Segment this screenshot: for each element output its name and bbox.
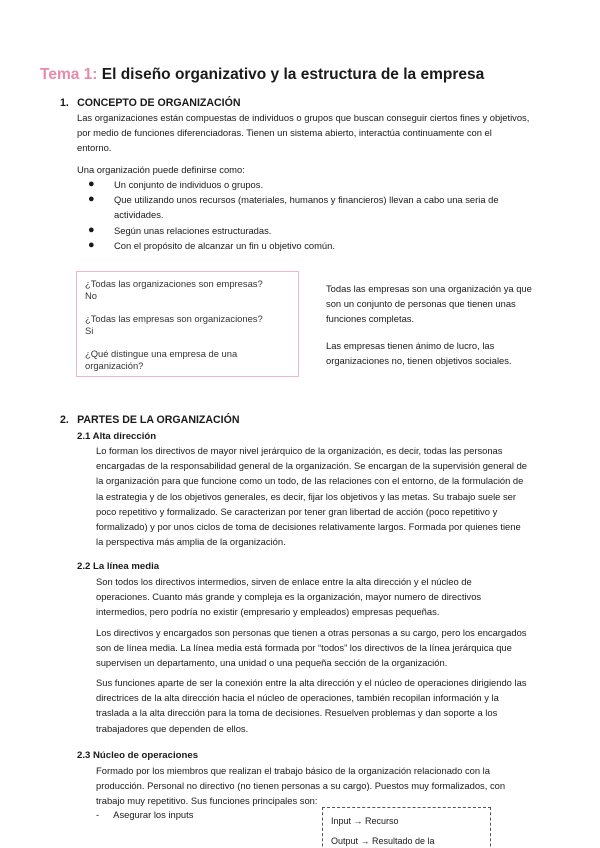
text-line: Son todos los directivos intermedios, sirven de enlace entre la alta dirección y el núcleo de [96, 576, 472, 587]
question-text: ¿Todas las empresas son organizaciones? [85, 313, 263, 324]
subsection-2-2-para-3 [96, 675, 566, 736]
text-line: Con el propósito de alcanzar un fin u objetivo común. [114, 239, 335, 251]
text-line: encargadas de la responsabilidad general de la organización. Se encargan de la supervisión general de [96, 460, 528, 472]
text-line: intermedios, pero podría no existir (empresario y empleados) empresas pequeñas. [96, 606, 440, 618]
subsection-2-3-text [96, 763, 566, 809]
list-item [84, 177, 564, 192]
question-3 [85, 348, 237, 373]
function-item-inputs: - Asegurar los inputs [96, 809, 194, 820]
text-line: son de línea media. La línea media está formada por “todos” los directivos de la línea jerárquica que [96, 642, 512, 654]
subsection-2-1-heading: 2.1 Alta dirección [77, 431, 157, 442]
definition-lead: Una organización puede definirse como: [77, 164, 245, 175]
answer-text: organización? [85, 360, 144, 372]
bullet-icon: ● [88, 223, 95, 236]
text-line: trabajo muy repetitivo. Sus funciones principales son: [96, 795, 318, 807]
subsection-2-2-heading: 2.2 La línea media [77, 561, 160, 572]
text-line: Formado por los miembros que realizan el trabajo básico de la organización relacionado con la [96, 765, 490, 776]
input-definition: Input → Recurso [331, 816, 399, 826]
page-title [40, 66, 484, 84]
text-line: operaciones. Cuanto más grande y compleja es la organización, mayor numero de directivos [96, 591, 482, 603]
text-line: Lo forman los directivos de mayor nivel jerárquico de la organización, es decir, todas las personas [96, 445, 503, 456]
text-line: directrices de la alta dirección hacia el núcleo de operaciones, también recopilan información y la [96, 692, 499, 704]
list-item [84, 238, 564, 253]
title-prefix: Tema 1: [40, 66, 98, 83]
text-line: supervisen un departamento, una unidad o una pequeña sección de la organización. [96, 657, 448, 669]
bullet-icon: ● [88, 238, 95, 251]
text-line: Según unas relaciones estructuradas. [114, 224, 272, 236]
answer-text: Si [85, 325, 94, 337]
list-item [84, 192, 564, 222]
text-line: Las organizaciones están compuestas de individuos o grupos que buscan conseguir ciertos fines y objetivos, [77, 112, 530, 123]
text-line: Los directivos y encargados son personas que tienen a otras personas a su cargo, pero los encargados [96, 627, 527, 638]
text-line: actividades. [114, 209, 164, 221]
subsection-2-2-para-2 [96, 625, 566, 671]
answer-text: No [85, 290, 97, 302]
question-1 [85, 278, 263, 303]
section-1-heading: 1. CONCEPTO DE ORGANIZACIÓN [60, 97, 241, 109]
input-output-box [322, 807, 491, 848]
text-line: producción. Personal no directivo (no tienen personas a su cargo). Puestos muy formalizados, con [96, 780, 506, 792]
output-definition: Output → Resultado de la [331, 836, 435, 846]
definition-list [84, 177, 564, 253]
question-text: ¿Todas las organizaciones son empresas? [85, 278, 263, 289]
text-line: traslada a la alta dirección para la toma de decisiones. Resuelven problemas y dan soporte a los [96, 707, 498, 719]
section-2-heading: 2. PARTES DE LA ORGANIZACIÓN [60, 414, 240, 426]
text-line: funciones completas. [326, 313, 415, 325]
question-text: ¿Qué distingue una empresa de una [85, 348, 238, 359]
text-line: poco repetitivo y formalizado. Se caracterizan por tener gran libertad de acción (poco repetitivo y [96, 505, 498, 517]
question-2 [85, 313, 263, 338]
text-line: organizaciones no, tienen objetivos sociales. [326, 355, 512, 367]
section-1-intro [77, 110, 577, 156]
answer-paragraph-1 [326, 281, 576, 327]
text-line: Sus funciones aparte de ser la conexión entre la alta dirección y el núcleo de operaciones dirigiendo las [96, 677, 527, 688]
answer-paragraph-2 [326, 338, 576, 368]
text-line: por medio de funciones diferenciadoras. Tienen un sistema abierto, interactúa continuamente con el [77, 127, 492, 139]
text-line: Todas las empresas son una organización ya que [326, 283, 532, 294]
bullet-icon: ● [88, 178, 95, 190]
text-line: trabajadores que dependen de ellos. [96, 722, 249, 734]
text-line: formalizado) y por unos ciclos de toma de decisiones relativamente largos. Formada por quienes tiene [96, 521, 521, 533]
text-line: Las empresas tienen ánimo de lucro, las [326, 340, 495, 351]
bullet-icon: ● [88, 193, 95, 206]
list-item [84, 223, 564, 238]
subsection-2-1-text [96, 443, 566, 549]
text-line: entorno. [77, 142, 112, 154]
subsection-2-3-heading: 2.3 Núcleo de operaciones [77, 750, 199, 761]
text-line: Un conjunto de individuos o grupos. [114, 179, 264, 190]
title-text: El diseño organizativo y la estructura de la empresa [97, 66, 485, 83]
text-line: la estrategia y de los objetivos generales, es decir, fijar los objetivos y las metas. Su trabajo suele ser [96, 490, 517, 502]
text-line: la organización para que funcione como un todo, de las relaciones con el entorno, de la formulación de [96, 475, 524, 487]
text-line: la perspectiva más amplia de la organización. [96, 536, 286, 548]
questions-box [76, 271, 299, 377]
text-line: Que utilizando unos recursos (materiales, humanos y financieros) llevan a cabo una seria de [114, 194, 499, 206]
subsection-2-2-para-1 [96, 574, 566, 620]
text-line: son un conjunto de personas que tienen unas [326, 298, 516, 310]
